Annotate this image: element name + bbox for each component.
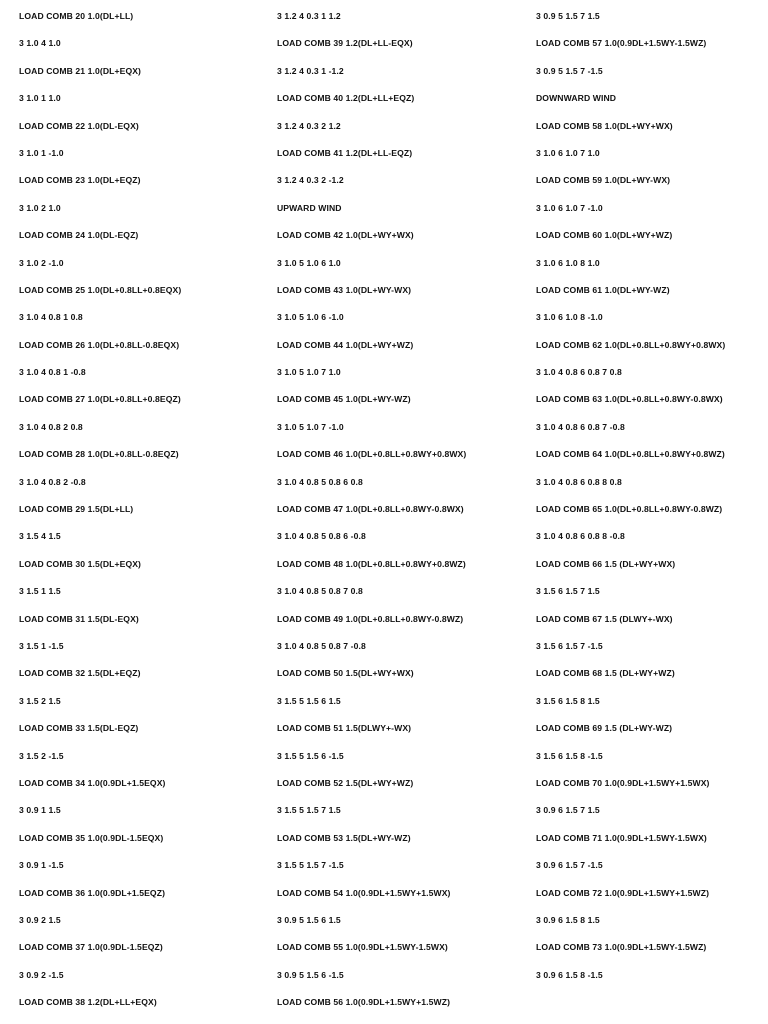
load-factor-line: 3 1.0 4 0.8 5 0.8 6 0.8 (277, 476, 363, 487)
load-factor-line: 3 0.9 2 1.5 (19, 914, 61, 925)
load-factor-line: 3 1.5 5 1.5 6 1.5 (277, 695, 341, 706)
load-factor-line: 3 1.5 2 1.5 (19, 695, 61, 706)
load-factor-line: 3 1.0 4 0.8 1 -0.8 (19, 367, 86, 378)
load-comb-heading: LOAD COMB 67 1.5 (DLWY+-WX) (536, 613, 673, 624)
load-factor-line: 3 1.0 6 1.0 7 -1.0 (536, 202, 603, 213)
load-factor-line: 3 1.2 4 0.3 2 -1.2 (277, 175, 344, 186)
load-comb-heading: LOAD COMB 61 1.0(DL+WY-WZ) (536, 284, 670, 295)
load-comb-heading: LOAD COMB 46 1.0(DL+0.8LL+0.8WY+0.8WX) (277, 449, 467, 460)
load-comb-heading: LOAD COMB 27 1.0(DL+0.8LL+0.8EQZ) (19, 394, 181, 405)
load-factor-line: 3 1.0 4 1.0 (19, 38, 61, 49)
load-comb-heading: LOAD COMB 24 1.0(DL-EQZ) (19, 230, 139, 241)
load-factor-line: 3 1.0 5 1.0 6 -1.0 (277, 312, 344, 323)
load-comb-heading: LOAD COMB 45 1.0(DL+WY-WZ) (277, 394, 411, 405)
load-factor-line: 3 1.5 1 -1.5 (19, 640, 64, 651)
load-factor-line: 3 0.9 5 1.5 7 -1.5 (536, 65, 603, 76)
load-comb-heading: LOAD COMB 60 1.0(DL+WY+WZ) (536, 230, 673, 241)
load-comb-heading: LOAD COMB 28 1.0(DL+0.8LL-0.8EQZ) (19, 449, 179, 460)
load-comb-heading: LOAD COMB 50 1.5(DL+WY+WX) (277, 668, 414, 679)
load-comb-heading: LOAD COMB 30 1.5(DL+EQX) (19, 558, 142, 569)
load-comb-heading: LOAD COMB 31 1.5(DL-EQX) (19, 613, 139, 624)
load-factor-line: 3 1.5 5 1.5 7 1.5 (277, 805, 341, 816)
load-comb-heading: LOAD COMB 53 1.5(DL+WY-WZ) (277, 832, 411, 843)
load-comb-heading: LOAD COMB 43 1.0(DL+WY-WX) (277, 284, 412, 295)
load-comb-heading: LOAD COMB 33 1.5(DL-EQZ) (19, 723, 139, 734)
load-comb-heading: LOAD COMB 63 1.0(DL+0.8LL+0.8WY-0.8WX) (536, 394, 723, 405)
load-factor-line: 3 1.0 4 0.8 5 0.8 7 0.8 (277, 586, 363, 597)
load-comb-heading: LOAD COMB 44 1.0(DL+WY+WZ) (277, 339, 414, 350)
load-comb-heading: LOAD COMB 39 1.2(DL+LL-EQX) (277, 38, 413, 49)
load-factor-line: 3 1.0 4 0.8 6 0.8 7 0.8 (536, 367, 622, 378)
load-comb-heading: LOAD COMB 58 1.0(DL+WY+WX) (536, 120, 673, 131)
load-factor-line: 3 0.9 6 1.5 8 1.5 (536, 914, 600, 925)
load-factor-line: 3 1.5 6 1.5 7 1.5 (536, 586, 600, 597)
load-comb-heading: LOAD COMB 49 1.0(DL+0.8LL+0.8WY-0.8WZ) (277, 613, 464, 624)
load-factor-line: 3 1.0 5 1.0 7 -1.0 (277, 421, 344, 432)
load-comb-heading: LOAD COMB 40 1.2(DL+LL+EQZ) (277, 93, 415, 104)
load-comb-heading: LOAD COMB 23 1.0(DL+EQZ) (19, 175, 141, 186)
load-factor-line: 3 1.0 4 0.8 2 -0.8 (19, 476, 86, 487)
load-factor-line: 3 1.0 6 1.0 8 1.0 (536, 257, 600, 268)
load-factor-line: 3 0.9 6 1.5 8 -1.5 (536, 969, 603, 980)
load-comb-heading: LOAD COMB 32 1.5(DL+EQZ) (19, 668, 141, 679)
load-comb-heading: LOAD COMB 73 1.0(0.9DL+1.5WY-1.5WZ) (536, 942, 707, 953)
load-factor-line: 3 1.0 1 1.0 (19, 93, 61, 104)
load-comb-heading: LOAD COMB 52 1.5(DL+WY+WZ) (277, 777, 414, 788)
load-factor-line: 3 1.0 1 -1.0 (19, 147, 64, 158)
load-factor-line: 3 1.0 6 1.0 7 1.0 (536, 147, 600, 158)
load-factor-line: 3 0.9 5 1.5 7 1.5 (536, 11, 600, 21)
load-factor-line: 3 1.0 2 -1.0 (19, 257, 64, 268)
load-factor-line: 3 1.0 4 0.8 2 0.8 (19, 421, 83, 432)
load-comb-heading: LOAD COMB 62 1.0(DL+0.8LL+0.8WY+0.8WX) (536, 339, 726, 350)
load-comb-heading: LOAD COMB 65 1.0(DL+0.8LL+0.8WY-0.8WZ) (536, 504, 723, 515)
load-comb-heading: LOAD COMB 29 1.5(DL+LL) (19, 504, 134, 515)
load-factor-line: 3 1.0 4 0.8 1 0.8 (19, 312, 83, 323)
load-factor-line: 3 1.0 4 0.8 6 0.8 8 0.8 (536, 476, 622, 487)
load-factor-line: 3 0.9 6 1.5 7 1.5 (536, 805, 600, 816)
load-comb-heading: LOAD COMB 35 1.0(0.9DL-1.5EQX) (19, 832, 164, 843)
load-comb-heading: LOAD COMB 38 1.2(DL+LL+EQX) (19, 997, 157, 1008)
column-1 (19, 10, 264, 1023)
load-comb-heading: LOAD COMB 71 1.0(0.9DL+1.5WY-1.5WX) (536, 832, 707, 843)
load-factor-line: 3 1.2 4 0.3 2 1.2 (277, 120, 341, 131)
load-factor-line: 3 1.5 6 1.5 8 -1.5 (536, 750, 603, 761)
load-factor-line: 3 1.5 6 1.5 8 1.5 (536, 695, 600, 706)
load-comb-heading: LOAD COMB 42 1.0(DL+WY+WX) (277, 230, 414, 241)
load-comb-heading: LOAD COMB 26 1.0(DL+0.8LL-0.8EQX) (19, 339, 180, 350)
load-factor-line: 3 1.0 5 1.0 7 1.0 (277, 367, 341, 378)
load-factor-line: 3 1.0 4 0.8 6 0.8 8 -0.8 (536, 531, 625, 542)
load-comb-heading: LOAD COMB 57 1.0(0.9DL+1.5WY-1.5WZ) (536, 38, 707, 49)
load-factor-line: 3 1.0 6 1.0 8 -1.0 (536, 312, 603, 323)
load-factor-line: 3 1.5 5 1.5 6 -1.5 (277, 750, 344, 761)
load-comb-heading: LOAD COMB 70 1.0(0.9DL+1.5WY+1.5WX) (536, 777, 710, 788)
load-comb-heading: LOAD COMB 56 1.0(0.9DL+1.5WY+1.5WZ) (277, 997, 451, 1008)
load-comb-heading: LOAD COMB 54 1.0(0.9DL+1.5WY+1.5WX) (277, 887, 451, 898)
load-factor-line: 3 1.0 4 0.8 5 0.8 7 -0.8 (277, 640, 366, 651)
load-comb-heading: LOAD COMB 64 1.0(DL+0.8LL+0.8WY+0.8WZ) (536, 449, 725, 460)
section-heading: UPWARD WIND (277, 202, 342, 213)
load-comb-heading: LOAD COMB 59 1.0(DL+WY-WX) (536, 175, 671, 186)
load-factor-line: 3 0.9 5 1.5 6 -1.5 (277, 969, 344, 980)
load-factor-line: 3 1.5 2 -1.5 (19, 750, 64, 761)
load-comb-heading: LOAD COMB 68 1.5 (DL+WY+WZ) (536, 668, 675, 679)
load-factor-line: 3 1.5 4 1.5 (19, 531, 61, 542)
load-comb-heading: LOAD COMB 22 1.0(DL-EQX) (19, 120, 139, 131)
load-factor-line: 3 1.0 2 1.0 (19, 202, 61, 213)
load-comb-heading: LOAD COMB 66 1.5 (DL+WY+WX) (536, 558, 676, 569)
column-2 (277, 10, 522, 1023)
load-comb-heading: LOAD COMB 51 1.5(DLWY+-WX) (277, 723, 412, 734)
load-comb-heading: LOAD COMB 20 1.0(DL+LL) (19, 11, 134, 21)
section-heading: DOWNWARD WIND (536, 93, 617, 104)
load-factor-line: 3 1.0 4 0.8 6 0.8 7 -0.8 (536, 421, 625, 432)
column-3 (536, 10, 768, 996)
load-comb-heading: LOAD COMB 21 1.0(DL+EQX) (19, 65, 142, 76)
load-comb-heading: LOAD COMB 69 1.5 (DL+WY-WZ) (536, 723, 673, 734)
load-comb-heading: LOAD COMB 34 1.0(0.9DL+1.5EQX) (19, 777, 166, 788)
load-factor-line: 3 1.5 1 1.5 (19, 586, 61, 597)
load-factor-line: 3 0.9 5 1.5 6 1.5 (277, 914, 341, 925)
load-factor-line: 3 1.2 4 0.3 1 1.2 (277, 11, 341, 21)
load-comb-heading: LOAD COMB 48 1.0(DL+0.8LL+0.8WY+0.8WZ) (277, 558, 466, 569)
load-comb-heading: LOAD COMB 36 1.0(0.9DL+1.5EQZ) (19, 887, 166, 898)
load-comb-heading: LOAD COMB 41 1.2(DL+LL-EQZ) (277, 147, 413, 158)
load-factor-line: 3 1.0 5 1.0 6 1.0 (277, 257, 341, 268)
load-comb-heading: LOAD COMB 25 1.0(DL+0.8LL+0.8EQX) (19, 284, 182, 295)
load-comb-heading: LOAD COMB 72 1.0(0.9DL+1.5WY+1.5WZ) (536, 887, 710, 898)
load-factor-line: 3 0.9 6 1.5 7 -1.5 (536, 860, 603, 871)
load-comb-heading: LOAD COMB 55 1.0(0.9DL+1.5WY-1.5WX) (277, 942, 448, 953)
load-comb-heading: LOAD COMB 37 1.0(0.9DL-1.5EQZ) (19, 942, 163, 953)
load-factor-line: 3 1.5 6 1.5 7 -1.5 (536, 640, 603, 651)
load-factor-line: 3 0.9 1 1.5 (19, 805, 61, 816)
load-factor-line: 3 1.2 4 0.3 1 -1.2 (277, 65, 344, 76)
load-factor-line: 3 1.0 4 0.8 5 0.8 6 -0.8 (277, 531, 366, 542)
load-factor-line: 3 1.5 5 1.5 7 -1.5 (277, 860, 344, 871)
load-factor-line: 3 0.9 1 -1.5 (19, 860, 64, 871)
load-factor-line: 3 0.9 2 -1.5 (19, 969, 64, 980)
load-comb-heading: LOAD COMB 47 1.0(DL+0.8LL+0.8WY-0.8WX) (277, 504, 464, 515)
